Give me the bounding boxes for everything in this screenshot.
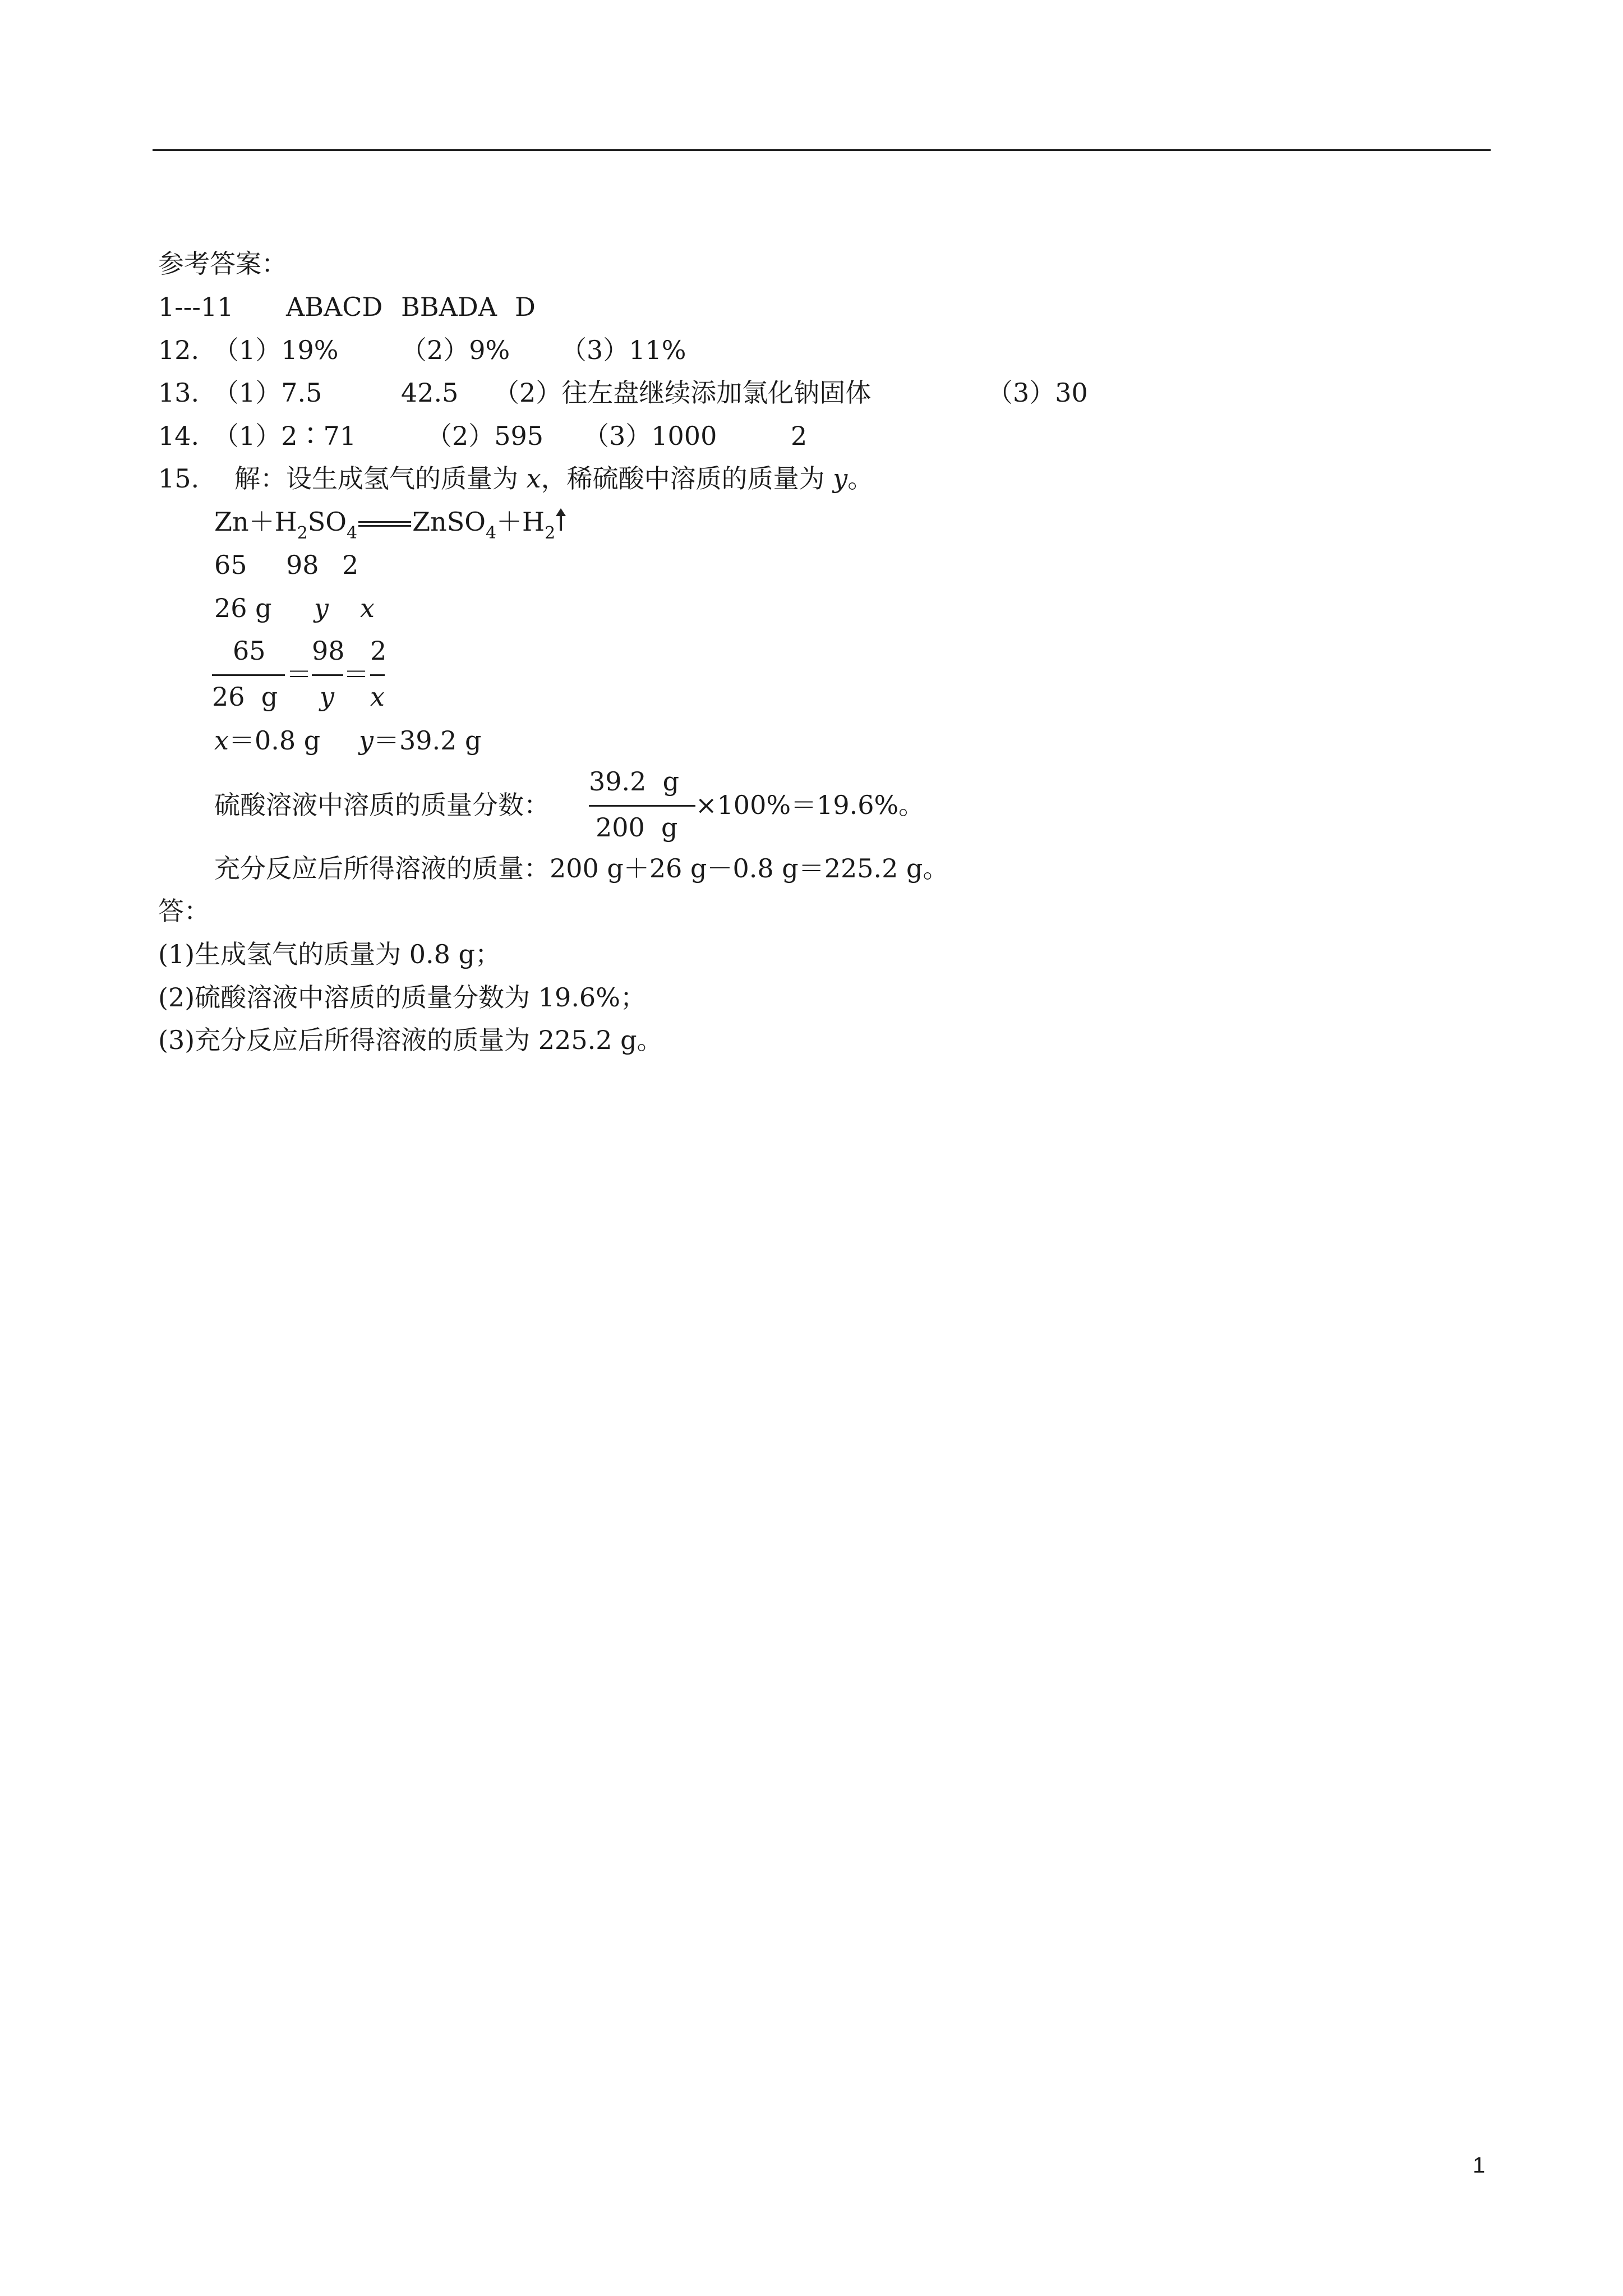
mass-fraction-denominator: 200 g	[596, 812, 678, 843]
reaction-sign	[358, 521, 411, 527]
ratio-equals-1: ＝	[286, 659, 312, 689]
q13-number: 13.	[158, 378, 200, 408]
gas-arrow-icon	[560, 514, 562, 531]
ratio-numerator-3: 2	[370, 636, 387, 666]
mass-65: 65	[214, 550, 247, 580]
q1-11-number: 1---11	[158, 292, 234, 322]
q14-part-2: （2）595	[426, 421, 544, 451]
q1-11-group-1: ABACD	[286, 292, 383, 322]
ratio-numerator-1: 65	[233, 636, 266, 666]
q14-number: 14.	[158, 421, 200, 451]
q12-part-2: （2）9%	[401, 335, 510, 365]
q12-part-1: （1）19%	[213, 335, 339, 365]
ratio-denominator-1: 26 g	[212, 682, 278, 712]
given-26g: 26 g	[214, 593, 272, 623]
chemical-equation: $Zn+H_2SO_4$ $ZnSO_4+H_2$	[214, 505, 562, 542]
mass-2: 2	[342, 550, 359, 580]
ratio-bar-1	[212, 674, 285, 676]
ratio-equals-2: ＝	[343, 659, 369, 689]
answer-1: (1)生成氢气的质量为 0.8 g；	[158, 939, 501, 969]
q13-part-2: （2）往左盘继续添加氯化钠固体	[494, 378, 872, 408]
answer-3: (3)充分反应后所得溶液的质量为 225.2 g。	[158, 1025, 663, 1055]
ratio-bar-2	[312, 674, 343, 676]
q12-part-3: （3）11%	[561, 335, 686, 365]
q15-number: 15.	[158, 463, 200, 494]
ratio-denominator-3: x	[370, 682, 385, 712]
answer-2: (2)硫酸溶液中溶质的质量分数为 19.6%；	[158, 982, 646, 1013]
q14-value-4: 2	[791, 421, 808, 451]
mass-fraction-bar	[589, 805, 695, 807]
header-rule	[153, 149, 1491, 151]
q14-part-3: （3）1000	[583, 421, 717, 451]
q13-value-2: 42.5	[401, 378, 459, 408]
answer-label: 答：	[158, 896, 210, 926]
q1-11-group-2: BBADA	[401, 292, 497, 322]
q12-number: 12.	[158, 335, 200, 365]
mass-fraction-result: ×100%＝19.6%。	[695, 790, 925, 820]
result-y: y＝39.2 g	[359, 725, 482, 756]
mass-fraction-label: 硫酸溶液中溶质的质量分数：	[214, 790, 550, 820]
given-y: y	[314, 593, 329, 623]
q13-part-3: （3）30	[987, 378, 1088, 408]
ratio-bar-3	[370, 674, 385, 676]
solution-mass-line: 充分反应后所得溶液的质量：200 g＋26 g－0.8 g＝225.2 g。	[214, 853, 949, 884]
ratio-numerator-2: 98	[312, 636, 345, 666]
q13-part-1: （1）7.5	[213, 378, 322, 408]
page-number: 1	[1473, 2153, 1486, 2178]
mass-fraction-numerator: 39.2 g	[589, 766, 680, 797]
q14-part-1: （1）2∶71	[213, 421, 357, 451]
result-x: x＝0.8 g	[214, 725, 321, 756]
given-x: x	[360, 593, 375, 623]
q15-intro: 解：设生成氢气的质量为 x，稀硫酸中溶质的质量为 y。	[234, 463, 874, 494]
answer-key-title: 参考答案：	[158, 249, 287, 279]
ratio-denominator-2: y	[320, 682, 334, 712]
q1-11-group-3: D	[515, 292, 536, 322]
mass-98: 98	[286, 550, 319, 580]
